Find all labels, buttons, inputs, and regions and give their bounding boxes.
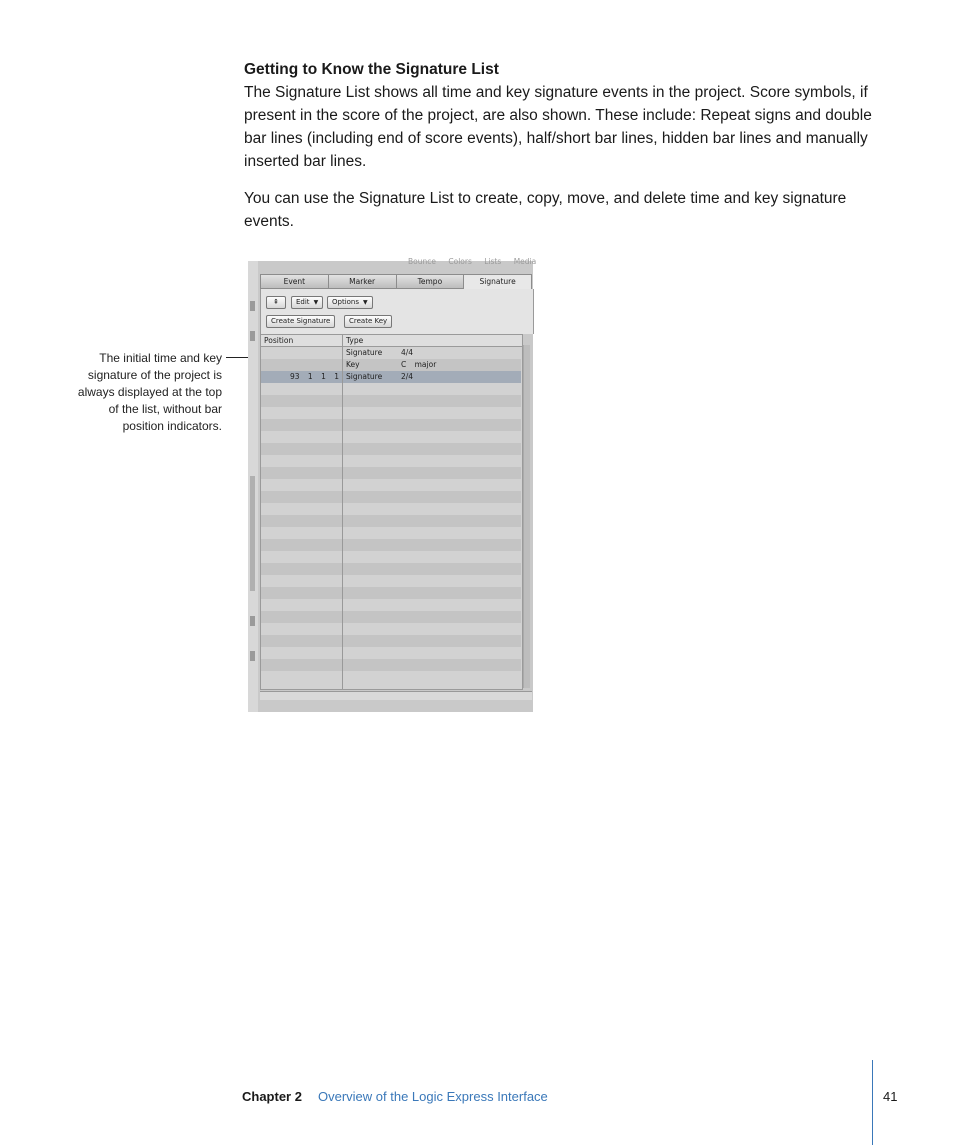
list-tabs <box>260 274 532 289</box>
tab-signature[interactable]: Signature <box>463 274 532 289</box>
row-position: 93 1 1 1 <box>289 372 339 381</box>
empty-row <box>261 431 521 443</box>
row-value: C major <box>401 360 437 369</box>
empty-row <box>261 563 521 575</box>
column-divider <box>342 335 343 689</box>
figure-callout: The initial time and key signature of the project is always displayed at the top of the list, without bar position indicators. <box>77 351 222 433</box>
empty-row <box>261 587 521 599</box>
section-heading: Getting to Know the Signature List <box>244 61 499 78</box>
signature-list <box>260 334 523 690</box>
edit-menu-label: Edit <box>296 298 310 306</box>
empty-row <box>261 467 521 479</box>
empty-row <box>261 419 521 431</box>
chevron-down-icon: ▼ <box>363 299 368 306</box>
column-type[interactable]: Type <box>346 336 364 345</box>
empty-row <box>261 611 521 623</box>
body-paragraph-2: You can use the Signature List to create, copy, move, and delete time and key signature events. <box>244 190 847 230</box>
tab-marker[interactable]: Marker <box>328 274 396 289</box>
pointer-icon: ⇞ <box>273 298 279 306</box>
vertical-scrollbar[interactable] <box>523 345 530 688</box>
create-signature-button[interactable]: Create Signature <box>266 315 335 328</box>
empty-row <box>261 527 521 539</box>
edge-marker <box>250 651 255 661</box>
edge-scroll-thumb <box>250 476 255 591</box>
empty-row <box>261 635 521 647</box>
top-tab-media: Media <box>513 257 537 266</box>
edge-marker <box>250 616 255 626</box>
row-type: Signature <box>346 372 383 381</box>
page-number: 41 <box>883 1089 898 1104</box>
empty-row <box>261 551 521 563</box>
list-row[interactable] <box>261 347 521 359</box>
row-value: 4/4 <box>401 348 414 357</box>
horizontal-scrollbar[interactable] <box>260 691 532 700</box>
empty-row <box>261 575 521 587</box>
top-tab-colors: Colors <box>448 257 472 266</box>
list-row-selected[interactable] <box>261 371 521 383</box>
footer-chapter: Chapter 2 <box>242 1089 302 1104</box>
body-paragraph-1: The Signature List shows all time and key signature events in the project. Score symbols, if present in the score of the project, are also shown. These include: Repeat signs and double bar lines (including end of score events), half/short bar lines, hidden bar lines and manually inserted bar lines. <box>244 84 872 170</box>
empty-row <box>261 491 521 503</box>
options-menu[interactable] <box>327 296 373 309</box>
edit-menu[interactable] <box>291 296 323 309</box>
edge-marker <box>250 301 255 311</box>
top-tab-bounce: Bounce <box>408 257 436 266</box>
options-menu-label: Options <box>332 298 360 306</box>
empty-row <box>261 479 521 491</box>
chevron-down-icon: ▼ <box>313 299 319 306</box>
pointer-tool-button[interactable] <box>266 296 286 309</box>
empty-row <box>261 503 521 515</box>
empty-row <box>261 539 521 551</box>
list-header <box>261 335 522 347</box>
empty-row <box>261 599 521 611</box>
footer-chapter-title[interactable]: Overview of the Logic Express Interface <box>318 1089 548 1104</box>
empty-row <box>261 395 521 407</box>
top-tab-lists: Lists <box>484 257 502 266</box>
top-tabs-cut <box>408 257 546 266</box>
empty-row <box>261 659 521 671</box>
row-type: Signature <box>346 348 383 357</box>
create-key-button[interactable]: Create Key <box>344 315 392 328</box>
edge-marker <box>250 331 255 341</box>
empty-row <box>261 443 521 455</box>
empty-row <box>261 647 521 659</box>
footer-divider <box>872 1060 873 1145</box>
empty-row <box>261 671 521 683</box>
column-position[interactable]: Position <box>264 336 294 345</box>
row-value: 2/4 <box>401 372 414 381</box>
empty-row <box>261 407 521 419</box>
tab-tempo[interactable]: Tempo <box>396 274 464 289</box>
list-row[interactable] <box>261 359 521 371</box>
empty-row <box>261 623 521 635</box>
empty-row <box>261 455 521 467</box>
signature-list-screenshot <box>248 257 537 712</box>
left-edge-strip <box>248 261 258 712</box>
empty-row <box>261 383 521 395</box>
tab-event[interactable]: Event <box>260 274 328 289</box>
empty-row <box>261 515 521 527</box>
row-type: Key <box>346 360 360 369</box>
list-toolbar <box>260 289 534 334</box>
